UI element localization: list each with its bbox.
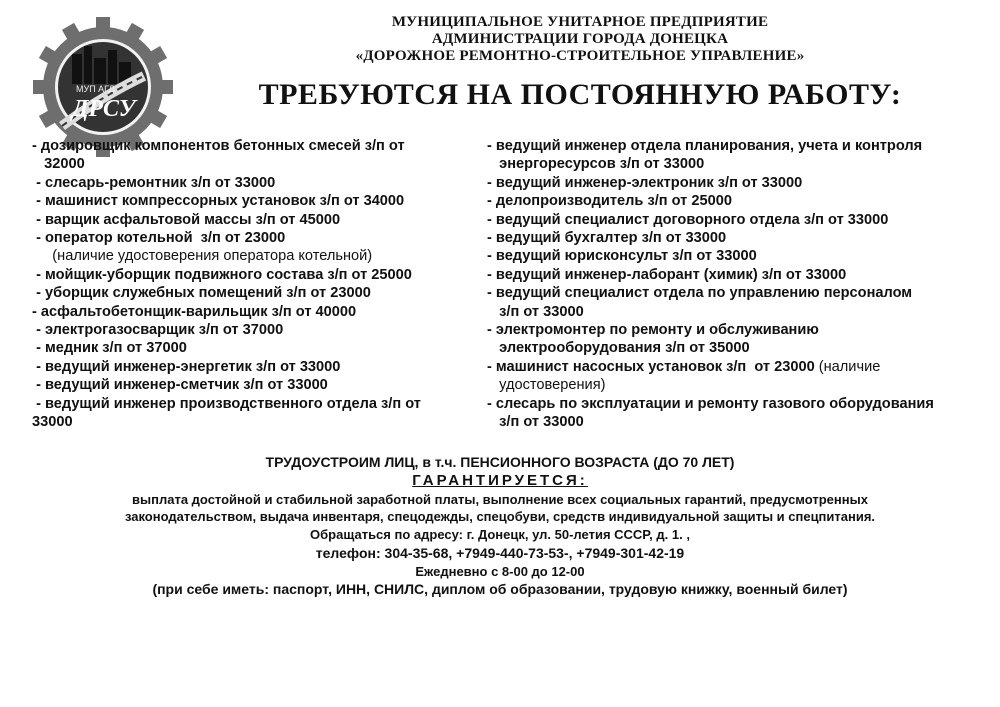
guarantees-text bbox=[0, 491, 1000, 525]
vacancy-item: - ведущий инженер производственного отдела з/п от bbox=[32, 395, 421, 412]
vacancy-item: з/п от 33000 bbox=[487, 303, 584, 320]
vacancy-item: - ведущий инженер отдела планирования, учета и контроля bbox=[487, 138, 923, 154]
vacancy-item: электрооборудования з/п от 35000 bbox=[487, 340, 750, 357]
vacancy-item: - уборщик служебных помещений з/п от 23000 bbox=[32, 285, 371, 302]
org-line-2: АДМИНИСТРАЦИИ ГОРОДА ДОНЕЦКА bbox=[431, 31, 729, 47]
vacancy-item-with-note bbox=[487, 358, 987, 376]
vacancy-note-continuation: удостоверения) bbox=[487, 377, 606, 394]
vacancy-item: - ведущий юрисконсульт з/п от 33000 bbox=[487, 248, 757, 265]
address-line: Обращаться по адресу: г. Донецк, ул. 50-летия СССР, д. 1. , bbox=[310, 527, 690, 542]
vacancy-text: - машинист насосных установок з/п от 23000 bbox=[487, 358, 815, 375]
guarantees-heading: ГАРАНТИРУЕТСЯ: bbox=[412, 472, 588, 489]
guarantees-line-2: законодательством, выдача инвентаря, спецодежды, спецобуви, средств индивидуальной защиты и спецпитания. bbox=[124, 509, 876, 524]
vacancy-item: - ведущий инженер-электроник з/п от 33000 bbox=[487, 174, 803, 191]
logo-small-text: МУП АГД bbox=[76, 84, 115, 94]
vacancy-item: - ведущий бухгалтер з/п от 33000 bbox=[487, 230, 727, 247]
logo-big-text: ДРСУ bbox=[72, 96, 136, 122]
vacancy-item: 33000 bbox=[32, 414, 73, 431]
hours-line: Ежедневно с 8-00 до 12-00 bbox=[415, 564, 585, 579]
vacancy-item: - асфальтобетонщик-варильщик з/п от 40000 bbox=[32, 303, 357, 320]
vacancy-item: з/п от 33000 bbox=[487, 414, 584, 431]
phone-line: телефон: 304-35-68, +7949-440-73-53-, +7949-301-42-19 bbox=[315, 545, 685, 561]
vacancy-item: - мойщик-уборщик подвижного состава з/п от 25000 bbox=[32, 266, 412, 283]
guarantees-line-1: выплата достойной и стабильной заработной платы, выполнение всех социальных гарантий, предусмотренных bbox=[132, 492, 868, 507]
vacancy-item: - варщик асфальтовой массы з/п от 45000 bbox=[32, 211, 341, 228]
vacancy-item: 32000 bbox=[32, 156, 85, 173]
vacancy-item: - электромонтер по ремонту и обслуживанию bbox=[487, 322, 819, 339]
vacancy-item: - ведущий инженер-лаборант (химик) з/п от 33000 bbox=[487, 266, 847, 283]
vacancy-item: энергоресурсов з/п от 33000 bbox=[487, 156, 705, 173]
vacancy-item: - дозировщик компонентов бетонных смесей з/п от bbox=[32, 138, 405, 154]
retirees-welcome-line: ТРУДОУСТРОИМ ЛИЦ, в т.ч. ПЕНСИОННОГО ВОЗРАСТА (ДО 70 ЛЕТ) bbox=[265, 454, 735, 470]
vacancy-item: - ведущий инженер-сметчик з/п от 33000 bbox=[32, 377, 328, 394]
vacancy-item: - ведущий инженер-энергетик з/п от 33000 bbox=[32, 358, 341, 375]
org-line-3: «ДОРОЖНОЕ РЕМОНТНО-СТРОИТЕЛЬНОЕ УПРАВЛЕНИЕ» bbox=[355, 48, 805, 64]
page-title: ТРЕБУЮТСЯ НА ПОСТОЯННУЮ РАБОТУ: bbox=[258, 78, 902, 111]
vacancy-note: (наличие bbox=[814, 358, 881, 375]
vacancy-item: - медник з/п от 37000 bbox=[32, 340, 187, 357]
organization-header bbox=[270, 14, 890, 65]
documents-line: (при себе иметь: паспорт, ИНН, СНИЛС, диплом об образовании, трудовую книжку, военный билет) bbox=[152, 581, 848, 597]
vacancy-item: - машинист компрессорных установок з/п от 34000 bbox=[32, 193, 405, 210]
vacancy-item: - ведущий специалист договорного отдела з/п от 33000 bbox=[487, 211, 889, 228]
vacancy-note: (наличие удостоверения оператора котельной) bbox=[32, 248, 373, 265]
vacancies-right-column bbox=[487, 137, 987, 432]
vacancy-item: - ведущий специалист отдела по управлению персоналом bbox=[487, 285, 913, 302]
vacancy-item: - оператор котельной з/п от 23000 bbox=[32, 230, 286, 247]
vacancy-item: - слесарь-ремонтник з/п от 33000 bbox=[32, 174, 276, 191]
vacancy-item: - слесарь по эксплуатации и ремонту газового оборудования bbox=[487, 395, 934, 412]
org-line-1: МУНИЦИПАЛЬНОЕ УНИТАРНОЕ ПРЕДПРИЯТИЕ bbox=[391, 14, 769, 30]
vacancy-item: - делопроизводитель з/п от 25000 bbox=[487, 193, 732, 210]
vacancies-left-column bbox=[32, 137, 482, 432]
vacancy-item: - электрогазосварщик з/п от 37000 bbox=[32, 322, 284, 339]
